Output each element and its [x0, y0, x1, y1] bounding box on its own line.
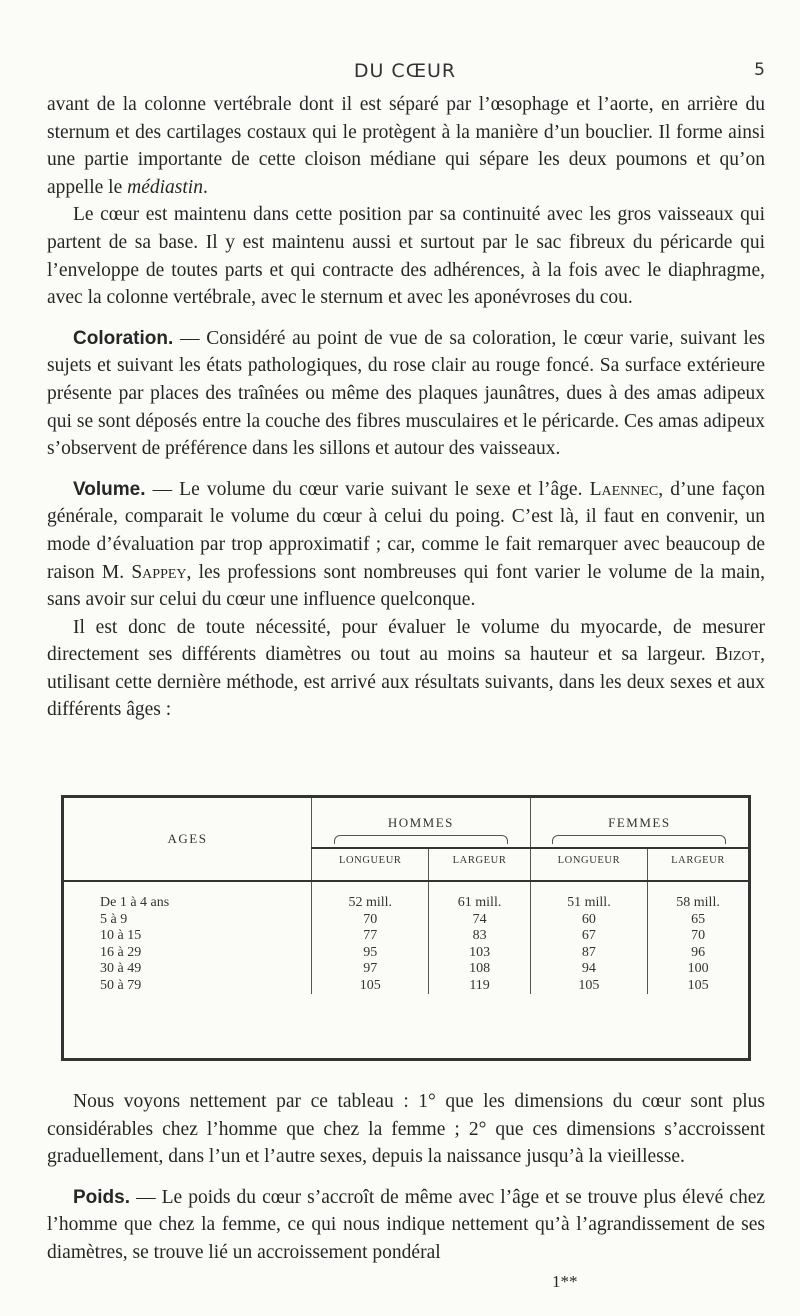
cell-age: De 1 à 4 ans: [64, 881, 312, 912]
cell-h-largeur: 61 mill.: [429, 881, 530, 912]
table-row: [64, 978, 748, 995]
section-title-volume: Volume.: [73, 478, 146, 500]
header-hommes: HOMMES: [312, 798, 531, 848]
paragraph-coloration: Coloration. — Considéré au point de vue de sa coloration, le cœur varie, suivant les sujets et suivant les états pathologiques, du rose clair au rouge foncé. Sa surface extérieure présente par places des traînées ou même des plaques jaunâtres, dues à des amas adipeux qui se sont déposés entre la couche des fibres musculaires et le péricarde. Ces amas adipeux s’observent de préférence dans les sillons et autour des vaisseaux.: [47, 327, 765, 460]
cell-f-longueur: 94: [530, 961, 647, 978]
cell-age: 10 à 15: [64, 928, 312, 945]
cell-f-longueur: 105: [530, 978, 647, 995]
dimensions-table: [61, 795, 751, 1061]
cell-h-longueur: 70: [312, 912, 429, 929]
table-row: [64, 961, 748, 978]
table-row: [64, 945, 748, 962]
author-sappey: Sappey: [131, 561, 187, 583]
cell-h-largeur: 83: [429, 928, 530, 945]
header-ages: AGES: [64, 798, 312, 881]
header-f-longueur: LONGUEUR: [530, 848, 647, 881]
cell-f-largeur: 70: [691, 928, 706, 943]
paragraph-volume: Volume. — Le volume du cœur varie suivant le sexe et l’âge. Laennec, d’une façon générale, comparait le volume du cœur à celui du poing. C’est là, il faut en convenir, un mode d’évaluation par trop approximatif ; car, comme le fait remarquer avec beaucoup de raison M. Sappey, les professions sont nombreuses qui font varier le volume de la main, sans avoir sur celui du cœur une influence quelconque.: [47, 478, 766, 611]
cell-f-largeur: 100: [687, 961, 709, 976]
page-title: DU CŒUR: [353, 60, 457, 82]
cell-f-largeur: 58 mill.: [676, 895, 720, 910]
cell-age: 30 à 49: [64, 961, 312, 978]
cell-f-longueur: 67: [530, 928, 647, 945]
table-row: [64, 912, 748, 929]
paragraph-position: Le cœur est maintenu dans cette position par sa continuité avec les gros vaisseaux qui partent de sa base. Il y est maintenu aussi et surtout par le sac fibreux du péricarde qui l’enveloppe de toutes parts et qui contracte des adhérences, à la fois avec le diaphragme, avec la colonne vertébrale, avec le sternum et avec les aponévroses du cou.: [47, 204, 765, 309]
paragraph-poids: Poids. — Le poids du cœur s’accroît de même avec l’âge et se trouve plus élevé chez l’homme que chez la femme, ce qui nous indique nettement qu’à l’agrandissement de ses diamètres, se trouve lié un accroissement pondéral: [47, 1186, 765, 1263]
cell-f-longueur: 60: [530, 912, 647, 929]
body-text-lower: [47, 1088, 765, 1267]
cell-age: 50 à 79: [64, 978, 312, 995]
header-femmes: FEMMES: [530, 798, 748, 848]
paragraph-bizot: Il est donc de toute nécessité, pour évaluer le volume du myocarde, de mesurer directement ses différents diamètres ou tout au moins sa hauteur et sa largeur. Bizot, utilisant cette dernière méthode, est arrivé aux résultats suivants, dans les deux sexes et aux différents âges :: [47, 616, 765, 721]
section-title-coloration: Coloration.: [73, 327, 174, 349]
author-laennec: Laennec: [589, 478, 659, 500]
cell-h-largeur: 103: [429, 945, 530, 962]
header-h-longueur: LONGUEUR: [312, 848, 429, 881]
header-f-largeur: LARGEUR: [648, 848, 748, 881]
header-h-largeur: LARGEUR: [429, 848, 530, 881]
cell-f-largeur: 105: [687, 977, 709, 993]
cell-age: 5 à 9: [64, 912, 312, 929]
paragraph-mediastin: avant de la colonne vertébrale dont il est séparé par l’œsophage et l’aorte, en arrière du sternum et des cartilages costaux qui le protègent à la manière d’un bouclier. Il forme ainsi une partie importante de cette cloison médiane qui sépare les deux poumons et qu’on appelle le médiastin.: [47, 94, 765, 198]
cell-f-longueur: 51 mill.: [530, 881, 647, 912]
page-number: 5: [754, 60, 765, 80]
author-bizot: Bizot: [715, 644, 761, 666]
cell-h-longueur: 52 mill.: [312, 881, 429, 912]
body-text-upper: [47, 91, 765, 724]
cell-f-longueur: 87: [530, 945, 647, 962]
paragraph-conclusion: Nous voyons nettement par ce tableau : 1° que les dimensions du cœur sont plus considérables chez l’homme que chez la femme ; 2° que ces dimensions s’accroissent graduellement, dans l’un et l’autre sexes, depuis la naissance jusqu’à la vieillesse.: [47, 1091, 765, 1168]
cell-f-largeur: 65: [691, 911, 706, 927]
cell-f-largeur: 96: [691, 944, 706, 960]
cell-h-largeur: 119: [429, 978, 530, 995]
cell-h-largeur: 108: [429, 961, 530, 978]
signature-mark: 1**: [552, 1272, 578, 1291]
cell-h-longueur: 95: [312, 945, 429, 962]
table-row: [64, 928, 748, 945]
cell-h-largeur: 74: [429, 912, 530, 929]
cell-age: 16 à 29: [64, 945, 312, 962]
term-mediastin: médiastin: [127, 176, 203, 198]
table-row: [64, 881, 748, 912]
running-header: [45, 60, 765, 88]
cell-h-longueur: 105: [312, 978, 429, 995]
cell-h-longueur: 97: [312, 961, 429, 978]
cell-h-longueur: 77: [312, 928, 429, 945]
section-title-poids: Poids.: [73, 1186, 131, 1208]
